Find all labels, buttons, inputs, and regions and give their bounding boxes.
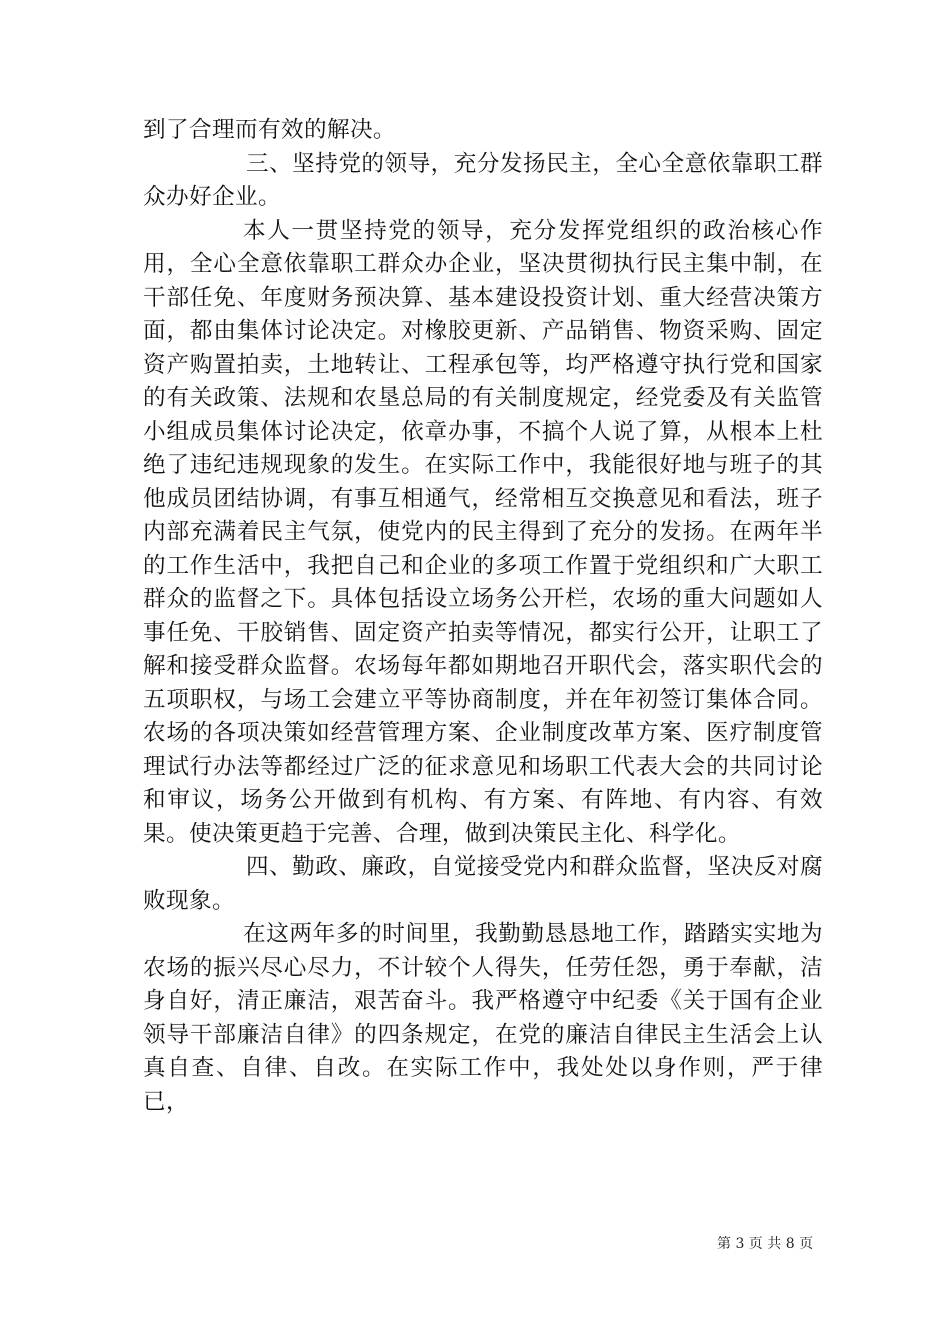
section-3-heading: 三、坚持党的领导，充分发扬民主，全心全意依靠职工群众办好企业。 — [143, 150, 823, 210]
section-4-paragraph: 在这两年多的时间里，我勤勤恳恳地工作，踏踏实实地为农场的振兴尽心尽力，不计较个人得失，任劳任怨，勇于奉献，洁身自好，清正廉洁，艰苦奋斗。我严格遵守中纪委《关于国有企业领导干部廉洁自律》的四条规定，在党的廉洁自律民主生活会上认真自查、自律、自改。在实际工作中，我处处以身作则，严于律已， — [143, 921, 823, 1115]
document-body — [143, 114, 823, 1119]
section-3-paragraph: 本人一贯坚持党的领导，充分发挥党组织的政治核心作用，全心全意依靠职工群众办企业，坚决贯彻执行民主集中制，在干部任免、年度财务预决算、基本建设投资计划、重大经营决策方面，都由集体讨论决定。对橡胶更新、产品销售、物资采购、固定资产购置拍卖，土地转让、工程承包等，均严格遵守执行党和国家的有关政策、法规和农垦总局的有关制度规定，经党委及有关监管小组成员集体讨论决定，依章办事，不搞个人说了算，从根本上杜绝了违纪违规现象的发生。在实际工作中，我能很好地与班子的其他成员团结协调，有事互相通气，经常相互交换意见和看法，班子内部充满着民主气氛，使党内的民主得到了充分的发扬。在两年半的工作生活中，我把自己和企业的多项工作置于党组织和广大职工群众的监督之下。具体包括设立场务公开栏，农场的重大问题如人事任免、干胶销售、固定资产拍卖等情况，都实行公开，让职工了解和接受群众监督。农场每年都如期地召开职代会，落实职代会的五项职权，与场工会建立平等协商制度，并在年初签订集体合同。农场的各项决策如经营管理方案、企业制度改革方案、医疗制度管理试行办法等都经过广泛的征求意见和场职工代表大会的共同讨论和审议，场务公开做到有机构、有方案、有阵地、有内容、有效果。使决策更趋于完善、合理，做到决策民主化、科学化。 — [143, 217, 823, 847]
page-number-footer: 第 3 页 共 8 页 — [717, 1236, 814, 1252]
section-4-heading: 四、勤政、廉政，自觉接受党内和群众监督，坚决反对腐败现象。 — [143, 854, 823, 914]
paragraph-continuation: 到了合理而有效的解决。 — [143, 117, 396, 143]
